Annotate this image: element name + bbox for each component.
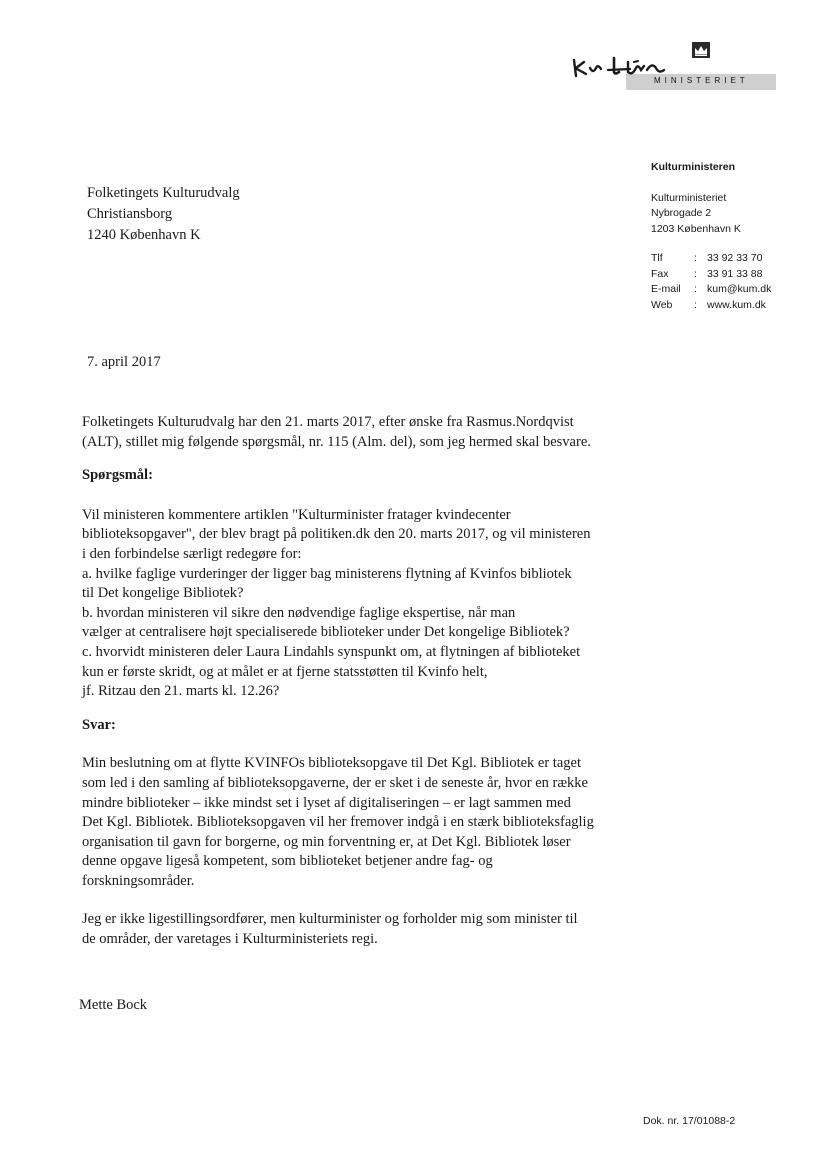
text-line: Vil ministeren kommentere artiklen "Kulturminister fratager kvindecenter: [82, 506, 511, 523]
sender-org-line: Kulturministeriet: [651, 191, 727, 204]
text-line: som led i den samling af biblioteksopgaverne, der er sket i de seneste år, hvor en række: [82, 774, 588, 791]
text-line: i den forbindelse særligt redegøre for:: [82, 545, 302, 562]
recipient-line: Folketingets Kulturudvalg: [87, 185, 240, 201]
text-line: biblioteksopgaver", der blev bragt på politiken.dk den 20. marts 2017, og vil ministeren: [82, 526, 591, 543]
recipient-line: Christiansborg: [87, 206, 173, 222]
text-line: (ALT), stillet mig følgende spørgsmål, nr. 115 (Alm. del), som jeg hermed skal besvare.: [82, 433, 591, 450]
answer-paragraph-1: [82, 754, 662, 891]
text-line: organisation til gavn for borgerne, og min forventning er, at Det Kgl. Bibliotek løser: [82, 833, 571, 850]
sender-org-line: Nybrogade 2: [651, 207, 712, 219]
contact-row-fax: [651, 267, 771, 283]
text-line: de områder, der varetages i Kulturministeriets regi.: [82, 931, 378, 948]
text-line: mindre biblioteker – ikke mindst set i lyset af digitaliseringen – er lagt sammen med: [82, 794, 571, 811]
contact-value: kum@kum.dk: [707, 283, 772, 295]
contact-row-email: [651, 282, 771, 298]
letter-date: 7. april 2017: [87, 354, 161, 370]
contact-separator: :: [694, 252, 697, 264]
contact-row-phone: [651, 251, 771, 267]
recipient-line: 1240 København K: [87, 227, 201, 243]
recipient-address: [87, 183, 240, 246]
text-line: Folketingets Kulturudvalg har den 21. marts 2017, efter ønske fra Rasmus.Nordqvist: [82, 414, 574, 430]
document-number: Dok. nr. 17/01088-2: [643, 1115, 736, 1127]
ministry-logo: [568, 42, 778, 96]
contact-label: E-mail: [651, 283, 681, 295]
intro-paragraph: [82, 413, 662, 452]
crown-icon: [692, 42, 710, 58]
sender-block: [651, 160, 741, 237]
signature-name: Mette Bock: [79, 997, 148, 1013]
contact-value: 33 92 33 70: [707, 252, 763, 264]
text-line: a. hvilke faglige vurderinger der ligger bag ministerens flytning af Kvinfos bibliotek: [82, 565, 572, 582]
text-line: vælger at centralisere højt specialiserede biblioteker under Det kongelige Bibliotek?: [82, 624, 570, 641]
text-line: Jeg er ikke ligestillingsordfører, men kulturminister og forholder mig som minister til: [82, 911, 578, 928]
letter-body: [82, 413, 662, 950]
contact-value: 33 91 33 88: [707, 267, 763, 280]
answer-paragraph-2: [82, 910, 662, 949]
text-line: b. hvordan ministeren vil sikre den nødvendige faglige ekspertise, når man: [82, 604, 516, 621]
text-line: c. hvorvidt ministeren deler Laura Lindahls synspunkt om, at flytningen af biblioteket: [82, 643, 581, 660]
contact-label: Tlf: [651, 252, 663, 264]
contact-separator: :: [694, 283, 697, 295]
contact-row-web: [651, 298, 771, 314]
text-line: forskningsområder.: [82, 872, 195, 889]
text-line: til Det kongelige Bibliotek?: [82, 585, 244, 602]
sender-title: Kulturministeren: [651, 161, 736, 173]
answer-heading: Svar:: [82, 716, 116, 733]
text-line: Det Kgl. Bibliotek. Biblioteksopgaven vil her fremover indgå i en stærk biblioteksfaglig: [82, 814, 594, 831]
contact-separator: :: [694, 267, 697, 280]
sender-org-line: 1203 København K: [651, 222, 741, 235]
contact-value: www.kum.dk: [707, 298, 766, 311]
text-line: denne opgave ligeså kompetent, som biblioteket betjener andre fag- og: [82, 853, 493, 870]
sender-address: [651, 191, 741, 238]
logo-subtitle: MINISTERIET: [654, 76, 749, 85]
contact-block: [651, 251, 771, 313]
contact-label: Web: [651, 298, 673, 311]
text-line: jf. Ritzau den 21. marts kl. 12.26?: [82, 683, 280, 700]
text-line: Min beslutning om at flytte KVINFOs biblioteksopgave til Det Kgl. Bibliotek er taget: [82, 755, 581, 772]
contact-separator: :: [694, 298, 697, 311]
question-heading: Spørgsmål:: [82, 467, 153, 484]
contact-label: Fax: [651, 267, 669, 280]
question-paragraph: [82, 506, 662, 702]
text-line: kun er første skridt, og at målet er at fjerne statsstøtten til Kvinfo helt,: [82, 663, 488, 680]
